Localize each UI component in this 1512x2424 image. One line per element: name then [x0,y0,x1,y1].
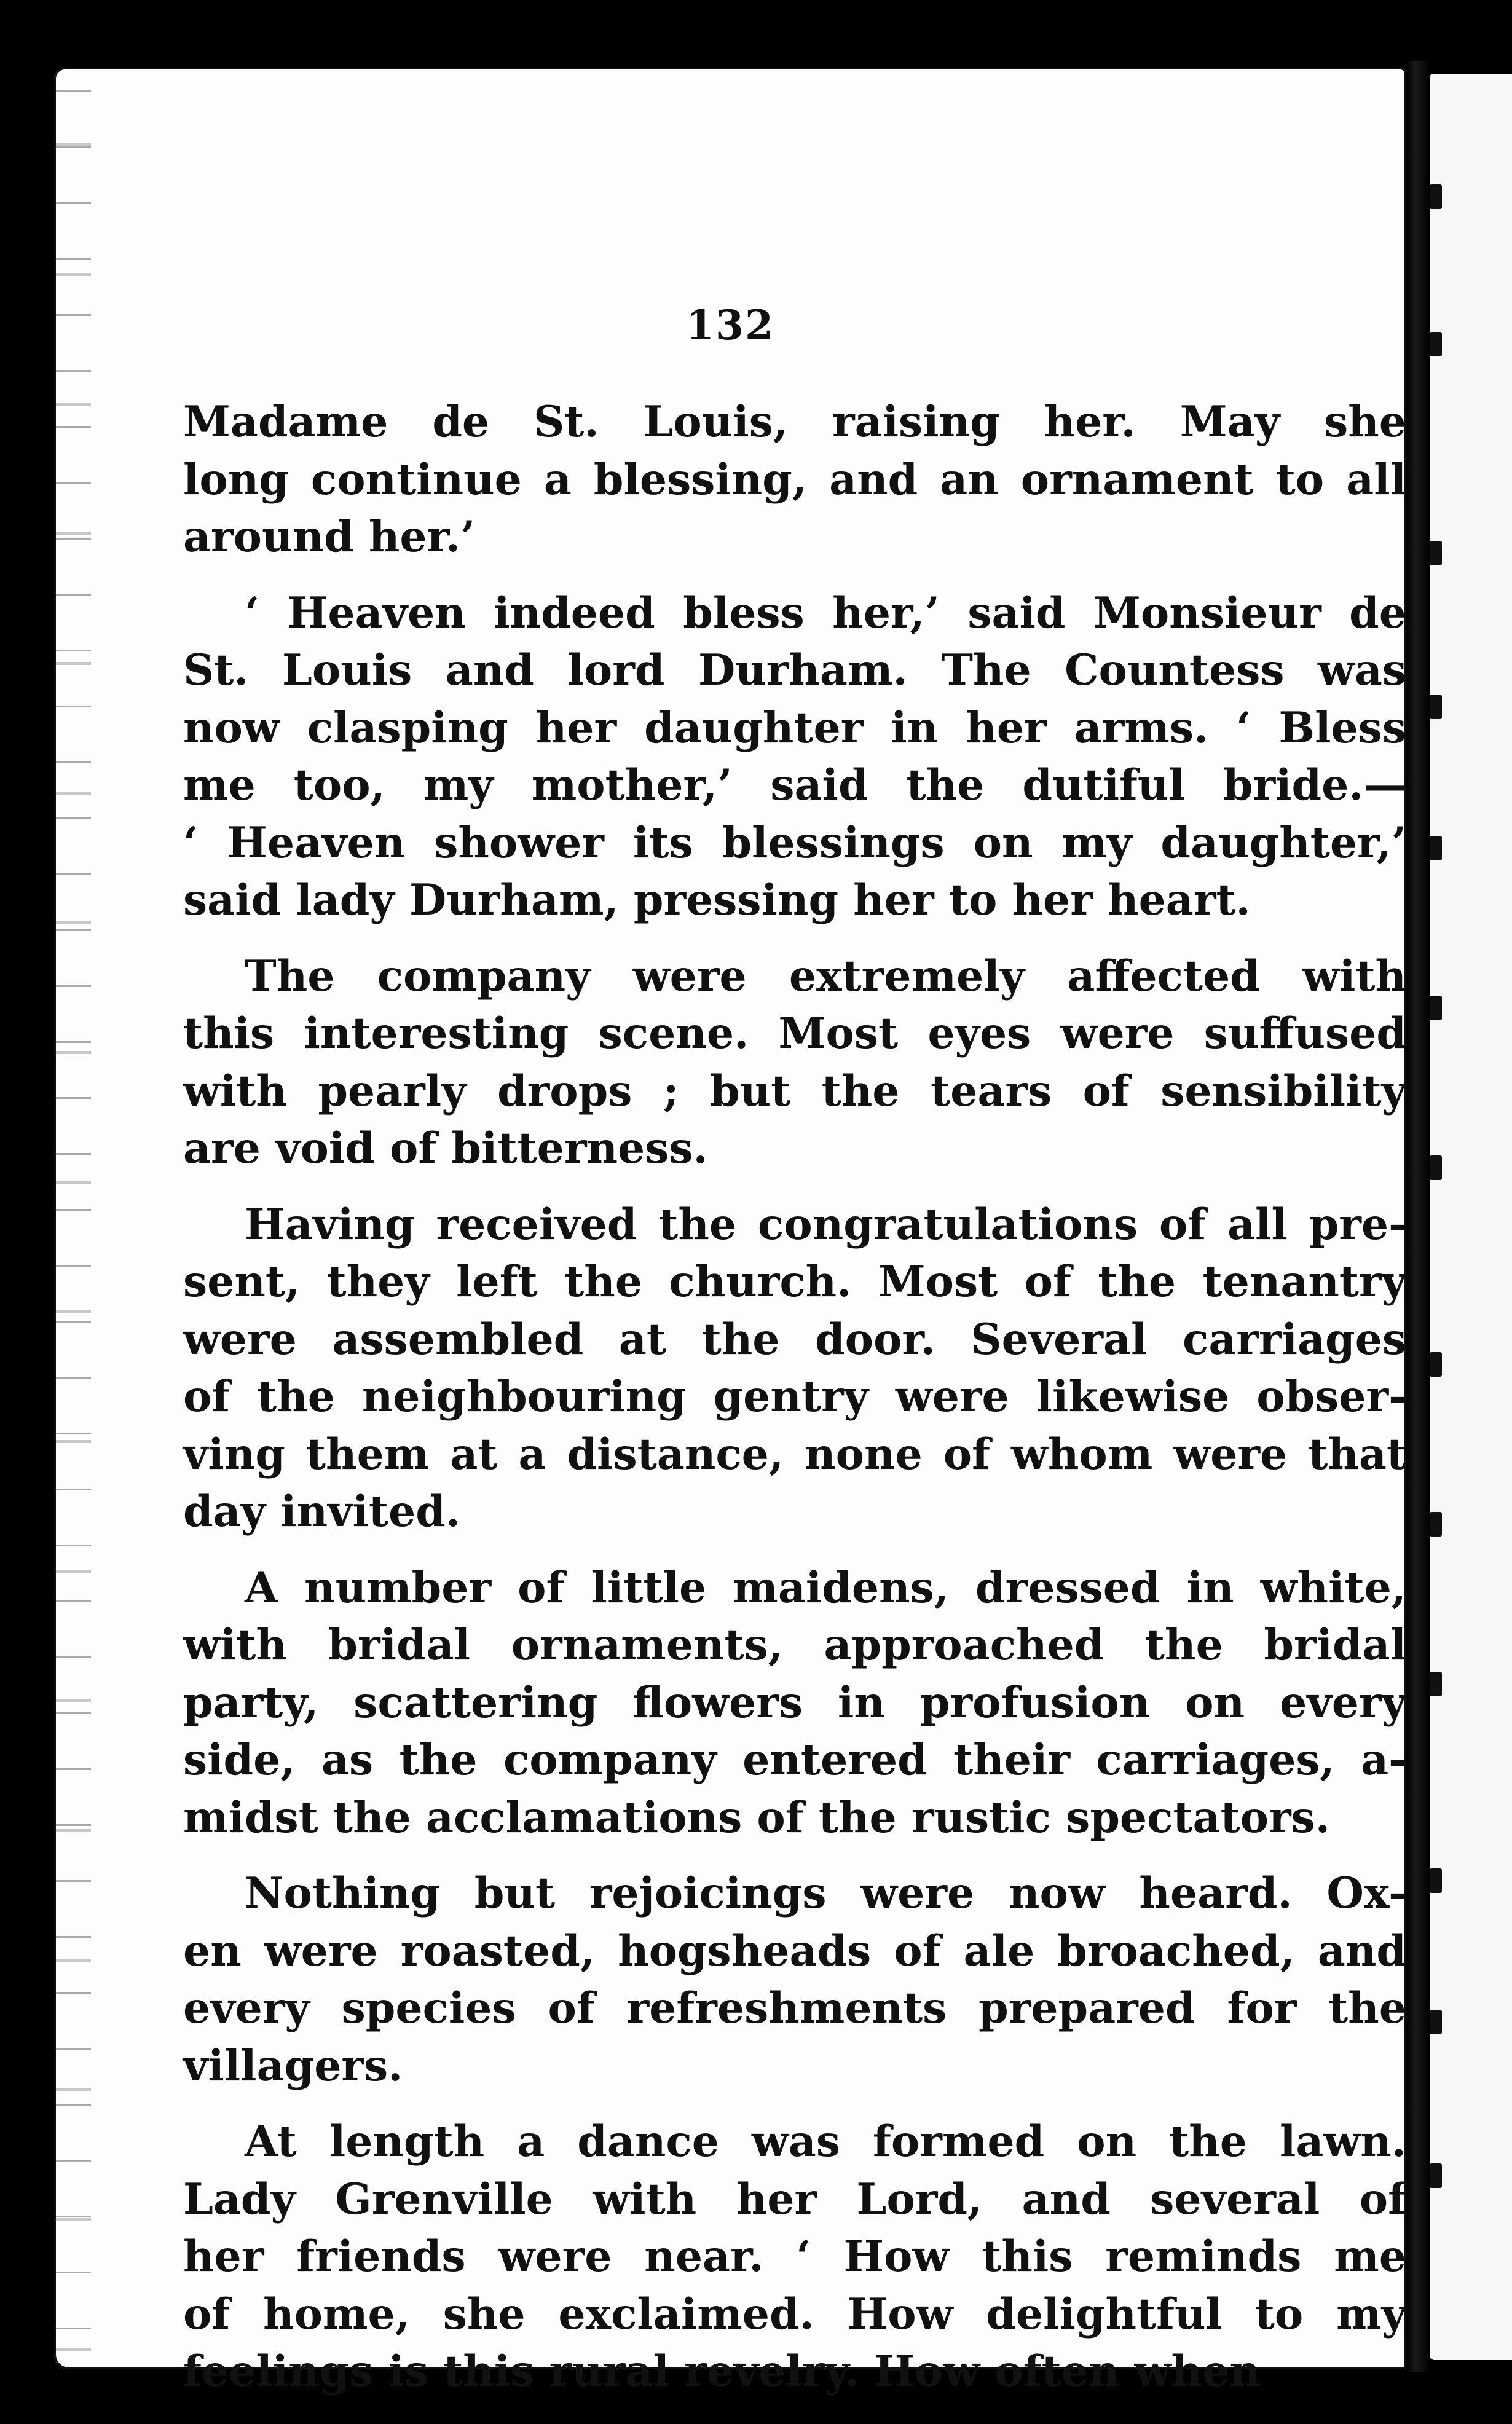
paragraph [183,948,1406,1178]
text-line: day invited. [183,1487,461,1537]
adjacent-page-edge [1430,74,1512,2360]
paragraph [183,1196,1406,1541]
book-gutter [1406,61,1430,2372]
ink-bleed-mark [1430,1868,1442,1893]
text-line: midst the acclamations of the rustic spectators. [183,1792,1330,1843]
ink-bleed-mark [1430,1512,1442,1537]
text-line: ‘ Heaven shower its blessings on my daughter,’ [183,817,1406,868]
ink-bleed-mark [1430,996,1442,1020]
text-line: side, as the company entered their carriages, a- [183,1735,1406,1785]
text-line: said lady Durham, pressing her to her heart. [183,875,1251,925]
ink-bleed-mark [1430,1672,1442,1696]
text-line: were assembled at the door. Several carriages [183,1314,1406,1364]
text-line: Nothing but rejoicings were now heard. Ox- [245,1868,1406,1918]
text-line: with bridal ornaments, approached the bridal [183,1620,1406,1670]
text-line: every species of refreshments prepared for the [183,1983,1406,2033]
text-line: Lady Grenville with her Lord, and several of [183,2174,1406,2224]
ink-bleed-mark [1430,2163,1442,2188]
paragraph [183,1559,1406,1847]
text-line: The company were extremely affected with [245,951,1406,1001]
text-line: this interesting scene. Most eyes were suffused [183,1009,1406,1058]
page-number: 132 [686,301,774,349]
ink-bleed-mark [1430,541,1442,565]
paragraph [183,1865,1406,2095]
body-text [183,393,1406,2401]
ink-bleed-mark [1430,695,1442,719]
ink-bleed-mark [1430,1352,1442,1377]
text-line: ‘ Heaven indeed bless her,’ said Monsieur de [245,588,1406,638]
text-line: ving them at a distance, none of whom were that [183,1429,1406,1479]
book-page [54,68,1406,2396]
ink-bleed-mark [1430,1155,1442,1180]
ink-bleed-mark [1430,836,1442,860]
text-line: of the neighbouring gentry were likewise obser- [183,1372,1406,1422]
text-line: are void of bitterness. [183,1123,708,1173]
paragraph [183,2113,1406,2401]
text-line: party, scattering flowers in profusion on every [183,1677,1406,1728]
text-line: around her.’ [183,512,476,562]
text-line: now clasping her daughter in her arms. ‘ Bless [183,702,1406,753]
text-line: At length a dance was formed on the lawn. [245,2117,1406,2166]
text-line: A number of little maidens, dressed in white, [245,1562,1406,1613]
paragraph [183,393,1406,566]
text-line: sent, they left the church. Most of the tenantry [183,1257,1406,1307]
text-line: Madame de St. Louis, raising her. May she [183,397,1406,447]
paragraph [183,584,1406,929]
text-line: Having received the congratulations of all pre- [245,1199,1406,1249]
text-line: St. Louis and lord Durham. The Countess was [183,645,1406,695]
text-line: with pearly drops ; but the tears of sensibility [183,1066,1406,1116]
page-edge-wear [54,68,91,2369]
text-line: long continue a blessing, and an ornament to all [183,454,1406,505]
ink-bleed-mark [1430,332,1442,356]
text-line: me too, my mother,’ said the dutiful bride.— [183,760,1406,810]
ink-bleed-mark [1430,184,1442,209]
text-line: villagers. [183,2040,403,2091]
text-line: of home, she exclaimed. How delightful to my [183,2289,1406,2339]
ink-bleed-mark [1430,2010,1442,2034]
text-line: feelings is this rural revelry. How often when [183,2347,1261,2396]
text-line: en were roasted, hogsheads of ale broached, and [183,1926,1406,1976]
text-line: her friends were near. ‘ How this reminds me [183,2232,1406,2281]
